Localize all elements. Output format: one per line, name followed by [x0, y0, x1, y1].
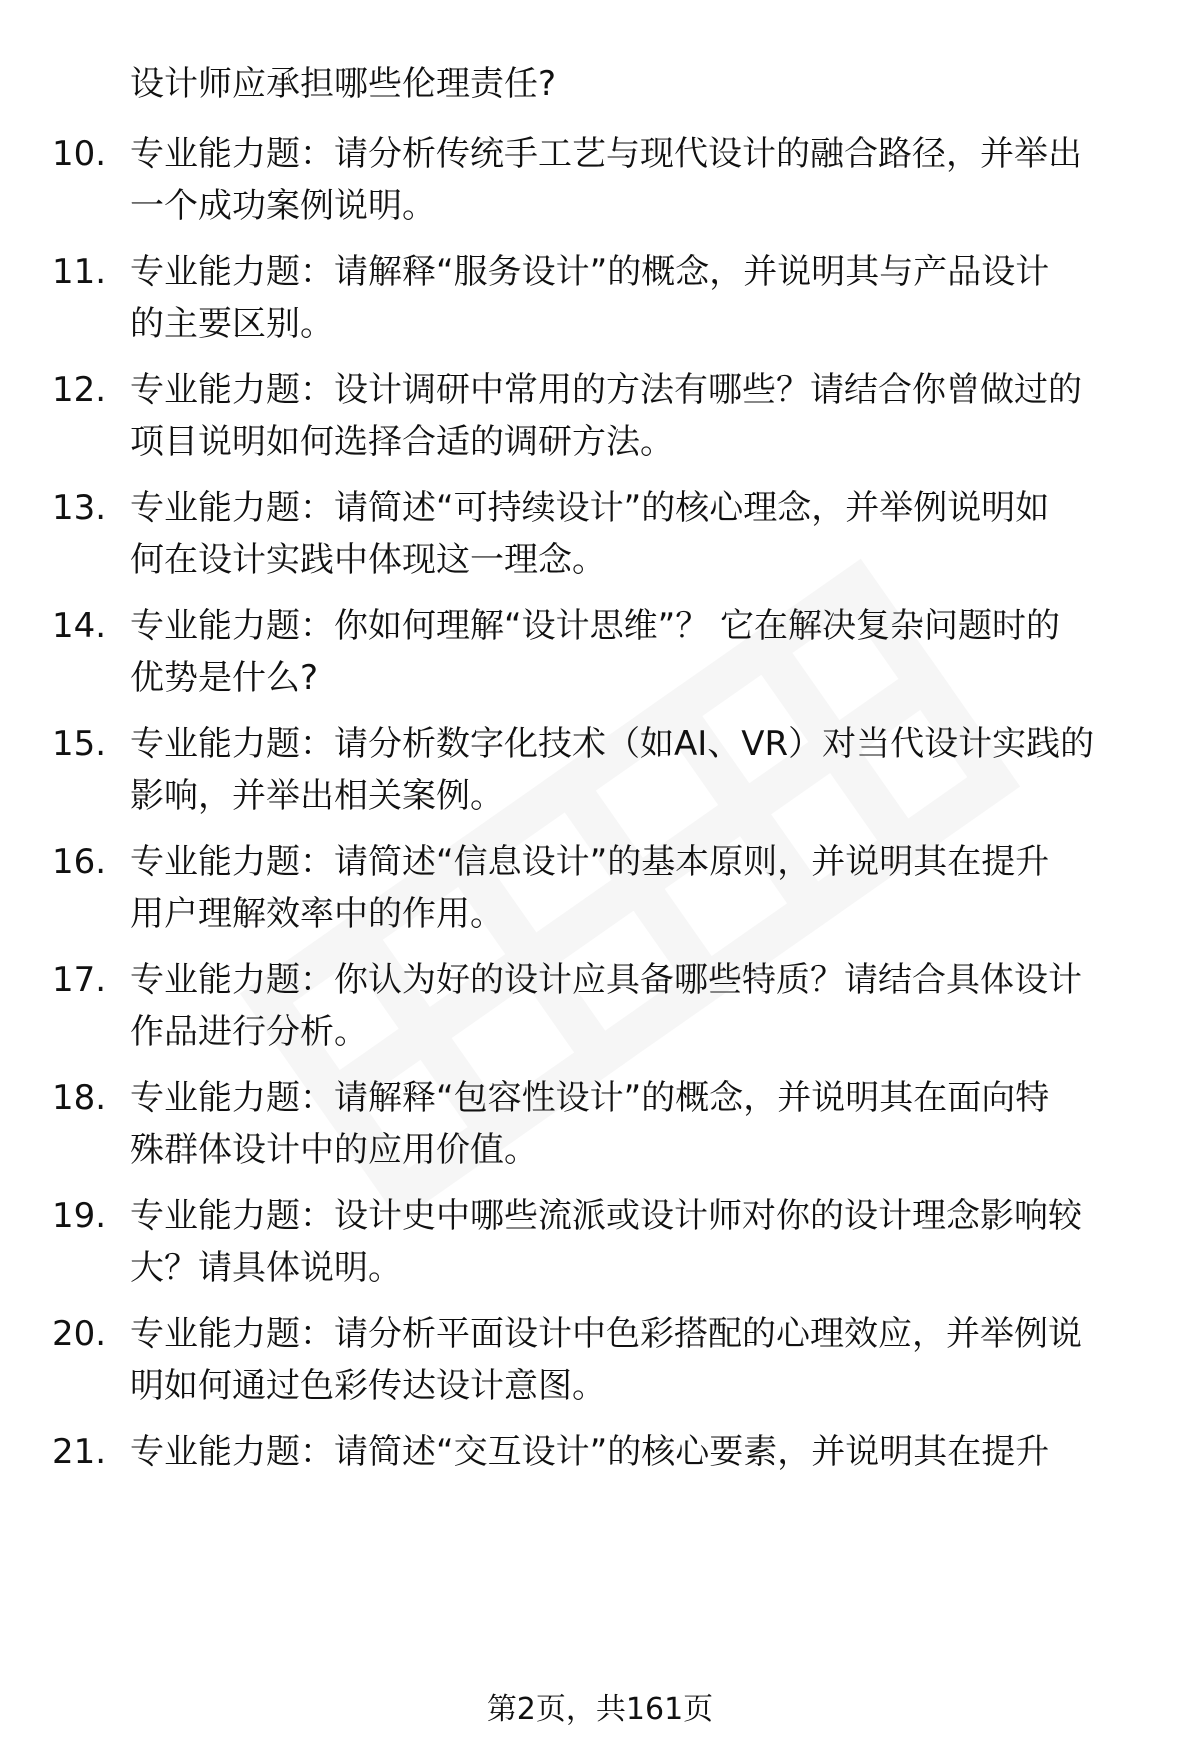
question-text: 专业能力题：设计调研中常用的方法有哪些？请结合你曾做过的 项目说明如何选择合适的调研方法。 [130, 370, 1082, 462]
question-item [0, 128, 1200, 238]
question-text: 专业能力题：你认为好的设计应具备哪些特质？请结合具体设计 作品进行分析。 [130, 960, 1082, 1052]
question-number: 17. [52, 960, 107, 1000]
question-number: 18. [52, 1078, 107, 1118]
question-number: 12. [52, 370, 107, 410]
question-text: 专业能力题：请简述“交互设计”的核心要素，并说明其在提升 [130, 1432, 1050, 1472]
question-item [0, 482, 1200, 592]
question-number: 14. [52, 606, 107, 646]
question-number: 10. [52, 134, 107, 174]
question-text: 专业能力题：请分析数字化技术（如AI、VR）对当代设计实践的 影响，并举出相关案例。 [130, 724, 1095, 816]
question-item [0, 954, 1200, 1064]
question-number: 21. [52, 1432, 107, 1472]
question-item [0, 1072, 1200, 1182]
question-number: 13. [52, 488, 107, 528]
question-text: 专业能力题：请分析平面设计中色彩搭配的心理效应，并举例说 明如何通过色彩传达设计意图。 [130, 1314, 1082, 1406]
question-text: 专业能力题：请简述“可持续设计”的核心理念，并举例说明如 何在设计实践中体现这一理念。 [130, 488, 1050, 580]
question-text: 专业能力题：请分析传统手工艺与现代设计的融合路径，并举出 一个成功案例说明。 [130, 134, 1082, 226]
question-text: 专业能力题：设计史中哪些流派或设计师对你的设计理念影响较 大？请具体说明。 [130, 1196, 1082, 1288]
question-item [0, 600, 1200, 710]
question-text: 专业能力题：请简述“信息设计”的基本原则，并说明其在提升 用户理解效率中的作用。 [130, 842, 1050, 934]
question-item [0, 836, 1200, 946]
question-number: 19. [52, 1196, 107, 1236]
question-number: 15. [52, 724, 107, 764]
question-item [0, 1190, 1200, 1300]
question-number: 16. [52, 842, 107, 882]
question-text: 专业能力题：你如何理解“设计思维”？ 它在解决复杂问题时的 优势是什么? [130, 606, 1061, 698]
question-text: 专业能力题：请解释“服务设计”的概念，并说明其与产品设计 的主要区别。 [130, 252, 1050, 344]
question-text: 专业能力题：请解释“包容性设计”的概念，并说明其在面向特 殊群体设计中的应用价值。 [130, 1078, 1050, 1170]
question-item [0, 1308, 1200, 1418]
question-number: 20. [52, 1314, 107, 1354]
question-item [0, 246, 1200, 356]
continuation-line: 设计师应承担哪些伦理责任? [130, 64, 557, 104]
question-item [0, 718, 1200, 828]
page-footer: 第2页，共161页 [486, 1692, 714, 1727]
question-item [0, 364, 1200, 474]
question-item [0, 1426, 1200, 1536]
question-number: 11. [52, 252, 107, 292]
